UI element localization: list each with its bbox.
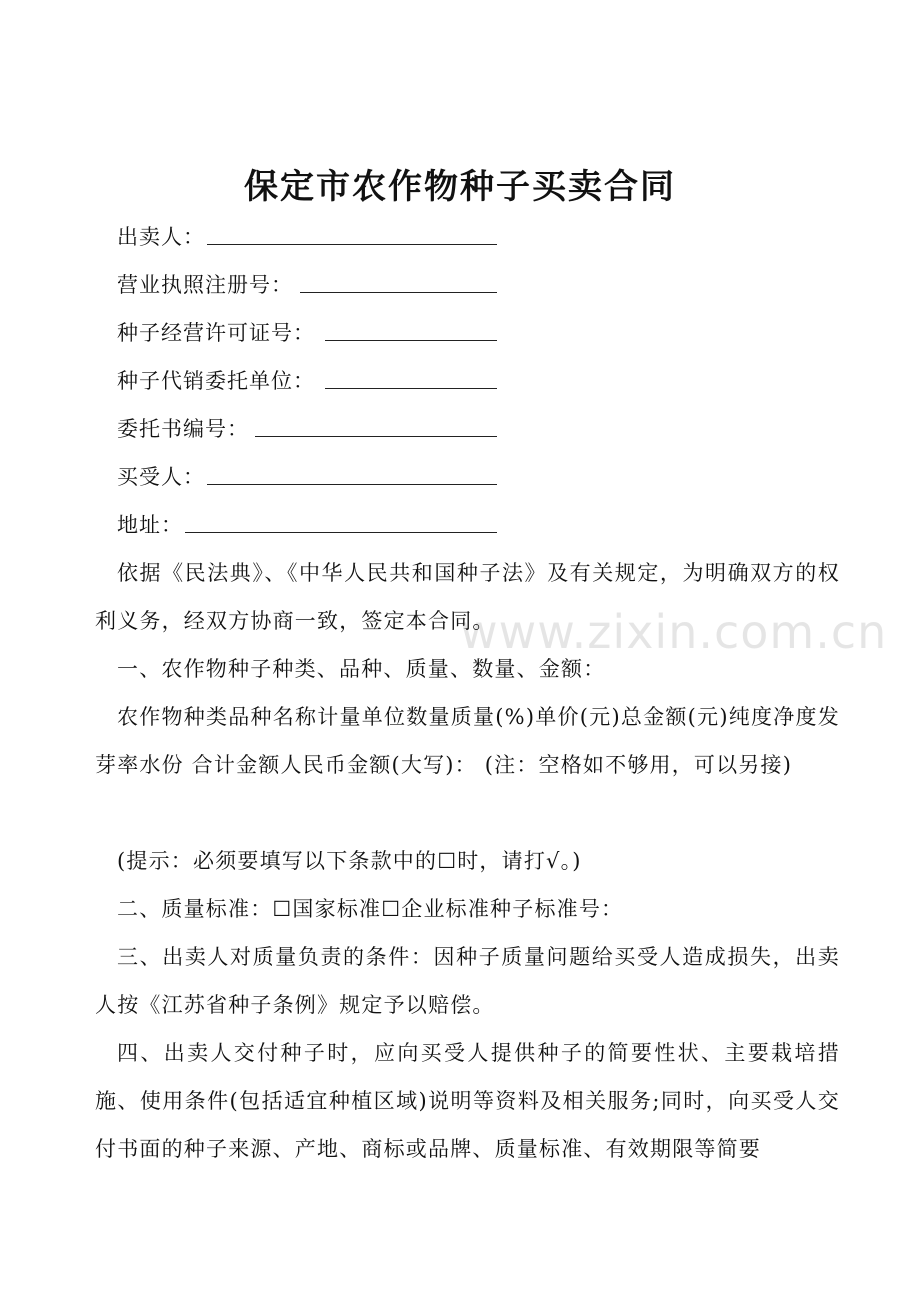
field-seller-blank (207, 244, 497, 245)
preamble-paragraph: 依据《民法典》、《中华人民共和国种子法》及有关规定，为明确双方的权利义务，经双方协商一致，签定本合同。 (95, 561, 840, 633)
field-authorization-no-label: 委托书编号： (117, 417, 249, 441)
clause-1-table-text: 农作物种类品种名称计量单位数量质量(%)单价(元)总金额(元)纯度净度发芽率水份 合计金额人民币金额(大写)： (注：空格如不够用，可以另接) (95, 705, 840, 777)
field-consignor-blank (325, 388, 497, 389)
field-seller-label: 出卖人： (117, 225, 205, 249)
field-seed-permit-blank (325, 340, 497, 341)
field-address-blank (185, 532, 497, 533)
clause-1-heading: 一、农作物种子种类、品种、质量、数量、金额： (117, 657, 606, 681)
field-buyer-blank (207, 484, 497, 485)
checkbox-hint: (提示：必须要填写以下条款中的☐时，请打√。) (117, 849, 582, 873)
field-authorization-no-blank (255, 436, 497, 437)
clause-4-delivery: 四、出卖人交付种子时，应向买受人提供种子的简要性状、主要栽培措施、使用条件(包括适宜种植区域)说明等资料及相关服务;同时，向买受人交付书面的种子来源、产地、商标或品牌、质量标准、有效期限等简要 (95, 1041, 840, 1161)
field-consignor-label: 种子代销委托单位： (117, 369, 315, 393)
clause-3-liability: 三、出卖人对质量负责的条件：因种子质量问题给买受人造成损失，出卖人按《江苏省种子条例》规定予以赔偿。 (95, 945, 840, 1017)
contract-title: 保定市农作物种子买卖合同 (244, 167, 676, 207)
field-business-license-label: 营业执照注册号： (117, 273, 293, 297)
field-seed-permit-label: 种子经营许可证号： (117, 321, 315, 345)
field-address-label: 地址： (117, 513, 183, 537)
field-buyer-label: 买受人： (117, 465, 205, 489)
field-business-license-blank (300, 292, 497, 293)
clause-2-quality-standard: 二、质量标准：☐国家标准☐企业标准种子标准号： (117, 897, 624, 921)
watermark: www.zixin.com.cn (460, 605, 888, 659)
